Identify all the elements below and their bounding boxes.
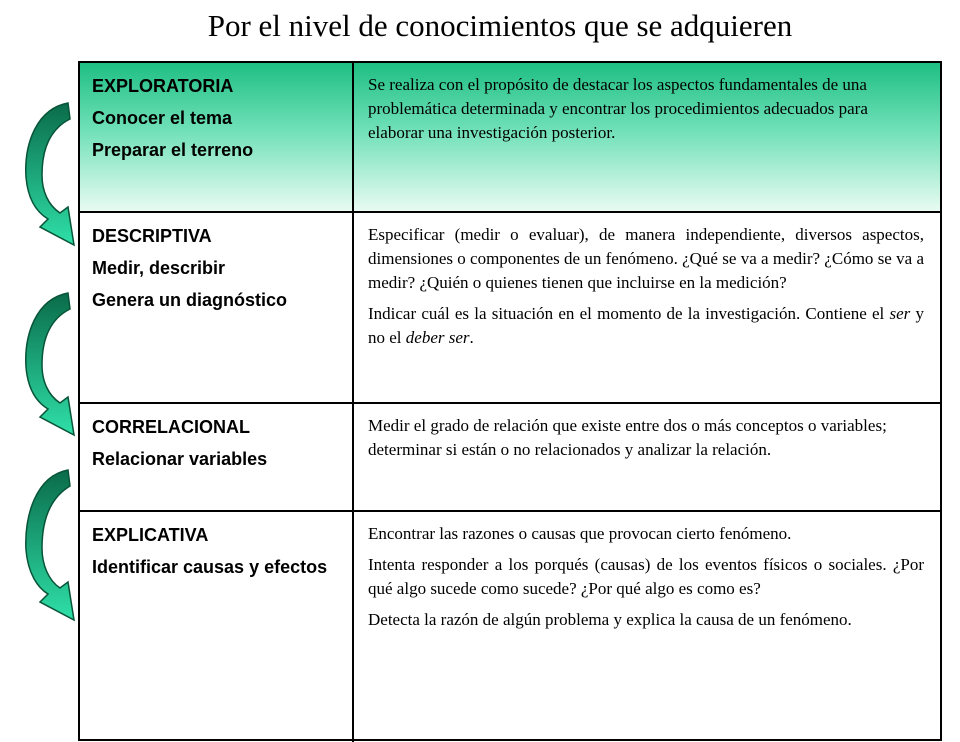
type-name: CORRELACIONAL	[92, 417, 250, 437]
type-purpose: Genera un diagnóstico	[92, 290, 288, 310]
research-types-table	[78, 61, 942, 741]
type-name: EXPLICATIVA	[92, 525, 209, 545]
curved-arrow-icon	[18, 285, 82, 445]
description-cell	[354, 63, 940, 211]
description-cell	[354, 512, 940, 742]
description-text: Encontrar las razones o causas que provocan cierto fenómeno.	[368, 524, 792, 543]
table-row	[80, 512, 940, 742]
description-cell	[354, 404, 940, 510]
curved-arrow-icon	[18, 95, 82, 255]
type-purpose: Preparar el terreno	[92, 140, 254, 160]
description-text: Medir el grado de relación que existe entre dos o más conceptos o variables; determinar si están o no relacionados y analizar la relación.	[368, 416, 887, 459]
type-cell	[80, 404, 354, 510]
type-name: DESCRIPTIVA	[92, 226, 212, 246]
type-cell	[80, 63, 354, 211]
type-cell	[80, 213, 354, 402]
slide-title: Por el nivel de conocimientos que se adquieren	[207, 8, 793, 43]
description-text: Intenta responder a los porqués (causas) de los eventos físicos o sociales. ¿Por qué algo sucede como sucede? ¿Por qué algo es como es?	[368, 555, 924, 598]
table-row	[80, 63, 940, 213]
description-text: Especificar (medir o evaluar), de manera independiente, diversos aspectos, dimensiones o componentes de un fenómeno. ¿Qué se va a medir? ¿Cómo se va a medir? ¿Quién o quienes tienen que incluirse en la medición?	[368, 225, 924, 292]
description-text: Indicar cuál es la situación en el momento de la investigación. Contiene el ser y no el deber ser.	[368, 304, 925, 347]
curved-arrow-icon	[18, 462, 82, 632]
type-purpose: Medir, describir	[92, 258, 226, 278]
table-row	[80, 213, 940, 404]
type-purpose: Relacionar variables	[92, 449, 268, 469]
description-text: Detecta la razón de algún problema y explica la causa de un fenómeno.	[368, 610, 852, 629]
type-purpose: Conocer el tema	[92, 108, 233, 128]
table-row	[80, 404, 940, 512]
type-name: EXPLORATORIA	[92, 76, 234, 96]
description-text: Se realiza con el propósito de destacar los aspectos fundamentales de una problemática determinada y encontrar los procedimientos adecuados para elaborar una investigación posterior.	[368, 75, 868, 142]
type-cell	[80, 512, 354, 742]
description-cell	[354, 213, 940, 402]
type-purpose: Identificar causas y efectos	[92, 557, 328, 577]
